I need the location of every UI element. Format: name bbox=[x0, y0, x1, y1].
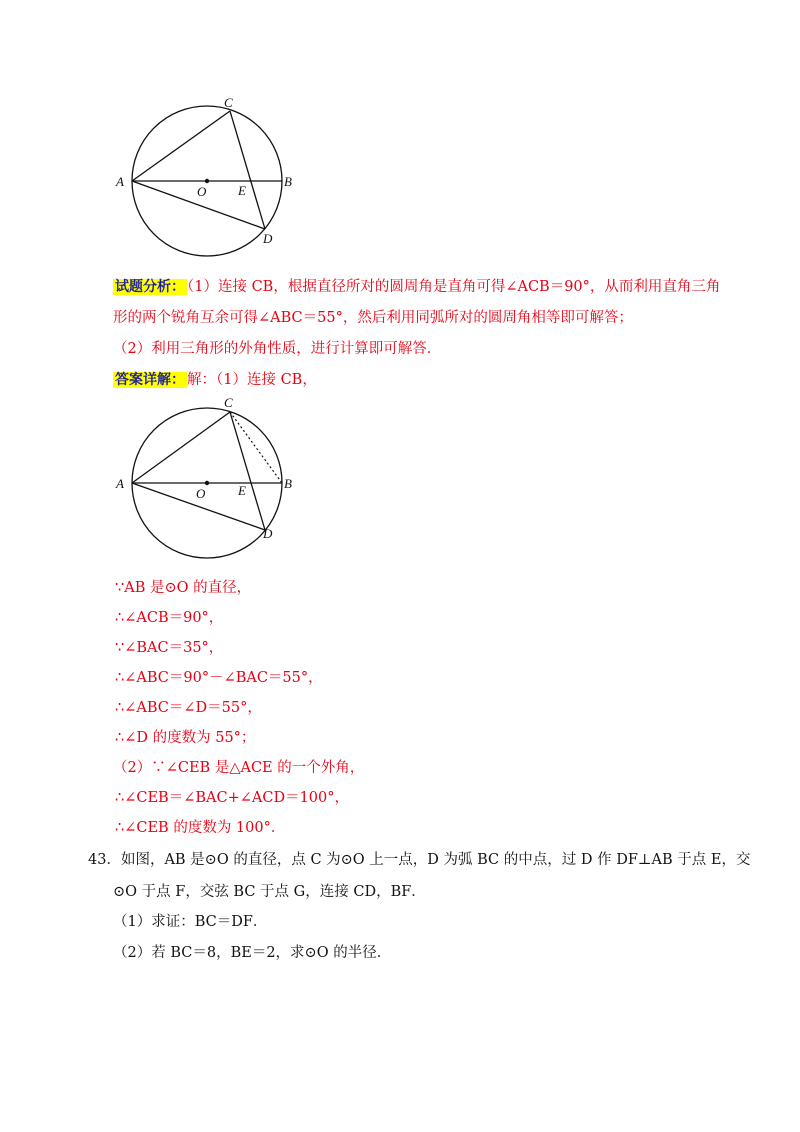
problem-43-line-1: 43．如图，AB 是⊙O 的直径，点 C 为⊙O 上一点，D 为弧 BC 的中点，过 D 作 DF⊥AB 于点 E，交 bbox=[88, 852, 751, 868]
label-e: E bbox=[238, 183, 246, 198]
solution-line: ∴∠ABC＝90°－∠BAC＝55°， bbox=[115, 670, 323, 686]
analysis-line-1 bbox=[113, 277, 720, 297]
chord-ac bbox=[132, 111, 230, 181]
analysis-line-3: （2）利用三角形的外角性质，进行计算即可解答． bbox=[113, 341, 442, 357]
label-d: D bbox=[263, 231, 273, 246]
label-c: C bbox=[224, 95, 233, 110]
label-c: C bbox=[224, 395, 233, 410]
answer-intro: 解：（1）连接 CB， bbox=[187, 372, 317, 388]
solution-line: ∵AB 是⊙O 的直径， bbox=[115, 580, 252, 596]
chord-cd bbox=[230, 111, 265, 229]
label-o: O bbox=[197, 184, 207, 199]
label-a: A bbox=[116, 174, 124, 189]
label-a: A bbox=[116, 476, 124, 491]
analysis-text-1: （1）连接 CB，根据直径所对的圆周角是直角可得∠ACB＝90°，从而利用直角三角 bbox=[187, 279, 721, 295]
solution-line: ∴∠CEB 的度数为 100°． bbox=[115, 820, 286, 836]
label-b: B bbox=[284, 174, 292, 189]
answer-label: 答案详解： bbox=[115, 372, 185, 388]
label-b: B bbox=[284, 476, 292, 491]
center-point bbox=[205, 179, 209, 183]
circle-figure-2 bbox=[110, 392, 310, 562]
label-d: D bbox=[263, 526, 273, 541]
chord-ac bbox=[132, 412, 230, 483]
dotted-chord-cb bbox=[230, 412, 282, 483]
solution-line: ∴∠CEB＝∠BAC+∠ACD＝100°， bbox=[115, 790, 349, 806]
label-e: E bbox=[238, 483, 246, 498]
center-point bbox=[205, 481, 209, 485]
problem-43-line-2: ⊙O 于点 F，交弦 BC 于点 G，连接 CD，BF． bbox=[113, 884, 426, 900]
analysis-label: 试题分析： bbox=[115, 279, 185, 295]
solution-line: ∴∠ACB＝90°， bbox=[115, 610, 224, 626]
circle-figure-1 bbox=[110, 95, 310, 265]
analysis-line-2: 形的两个锐角互余可得∠ABC＝55°，然后利用同弧所对的圆周角相等即可解答； bbox=[113, 310, 633, 326]
problem-43-part-1: （1）求证：BC＝DF． bbox=[113, 914, 268, 930]
solution-line: ∵∠BAC＝35°， bbox=[115, 640, 224, 656]
solution-line: ∴∠D 的度数为 55°； bbox=[115, 730, 256, 746]
problem-43-part-2: （2）若 BC＝8，BE＝2，求⊙O 的半径． bbox=[113, 945, 392, 961]
answer-line bbox=[113, 370, 317, 390]
solution-line: （2）∵∠CEB 是△ACE 的一个外角， bbox=[113, 760, 365, 776]
solution-line: ∴∠ABC＝∠D＝55°， bbox=[115, 700, 262, 716]
label-o: O bbox=[196, 486, 206, 501]
